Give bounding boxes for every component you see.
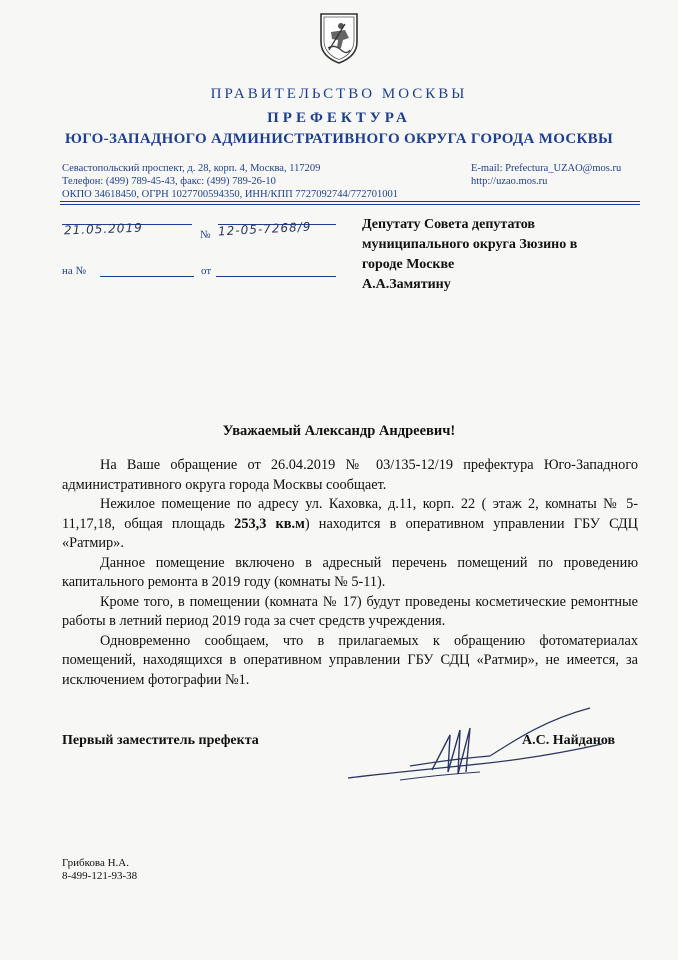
recipient-line-4: А.А.Замятину [362, 277, 451, 292]
site-line: http://uzao.mos.ru [471, 176, 548, 187]
executor-phone: 8-499-121-93-38 [62, 870, 138, 882]
letter-body [62, 456, 638, 690]
na-underline [100, 276, 194, 277]
ot-underline [216, 276, 336, 277]
recipient-block [362, 215, 577, 295]
registration-date: 21.05.2019 [63, 220, 143, 238]
executor-block [62, 857, 137, 883]
paragraph-2-start: Нежилое помещение по адресу ул. Каховка, д.11, корп. 22 ( этаж 2, комнаты № 5-11,17,18, общая площадь [62, 496, 638, 532]
number-label: № [200, 229, 211, 241]
recipient-line-1: Депутату Совета депутатов [362, 217, 535, 232]
paragraph-2-end: ) находится в оперативном управлении ГБУ СДЦ «Ратмир». [62, 515, 639, 551]
signatory-title: Первый заместитель префекта [62, 733, 259, 748]
online-contacts [471, 162, 621, 188]
government-title: ПРАВИТЕЛЬСТВО МОСКВЫ [210, 86, 468, 102]
registration-number: 12-05-7268/9 [217, 219, 312, 239]
recipient-line-3: городе Москве [362, 257, 455, 272]
paragraph-3: Данное помещение включено в адресный перечень помещений по проведению капитального ремонта в 2019 году (комнаты № 5-11). [62, 554, 638, 590]
paragraph-4: Кроме того, в помещении (комната № 17) будут проведены косметические ремонтные работы в летний период 2019 года за счет средств учреждения. [62, 593, 638, 629]
executor-name: Грибкова Н.А. [62, 857, 130, 869]
email-line: E-mail: Prefectura_UZAO@mos.ru [471, 163, 622, 174]
paragraph-1: На Ваше обращение от 26.04.2019 № 03/135-12/19 префектура Юго-Западного административного округа города Москвы сообщает. [62, 457, 638, 493]
recipient-line-2: муниципального округа Зюзино в [362, 237, 578, 252]
address-line: Севастопольский проспект, д. 28, корп. 4, Москва, 117209 [62, 163, 321, 174]
signatory-name: А.С. Найданов [522, 733, 616, 748]
na-label: на № [62, 265, 87, 277]
phone-line: Телефон: (499) 789-45-43, факс: (499) 789-26-10 [62, 176, 276, 187]
codes-line: ОКПО 34618450, ОГРН 1027700594350, ИНН/КПП 7727092744/772701001 [62, 189, 398, 200]
greeting: Уважаемый Александр Андреевич! [222, 423, 456, 439]
district-title: ЮГО-ЗАПАДНОГО АДМИНИСТРАТИВНОГО ОКРУГА ГОРОДА МОСКВЫ [65, 131, 613, 147]
ot-label: от [201, 265, 212, 277]
header-divider-thin [60, 204, 640, 205]
prefecture-title: ПРЕФЕКТУРА [267, 110, 411, 126]
paragraph-5: Одновременно сообщаем, что в прилагаемых к обращению фотоматериалах помещений, находящихся в оперативном управлении ГБУ СДЦ «Ратмир», не имеется, за исключением фотографии №1. [62, 632, 638, 688]
area-value: 253,3 кв.м [234, 515, 305, 532]
header-divider [60, 201, 640, 202]
contact-block [62, 162, 398, 201]
paragraph-2 [62, 495, 638, 554]
moscow-coat-of-arms-icon [319, 12, 359, 64]
